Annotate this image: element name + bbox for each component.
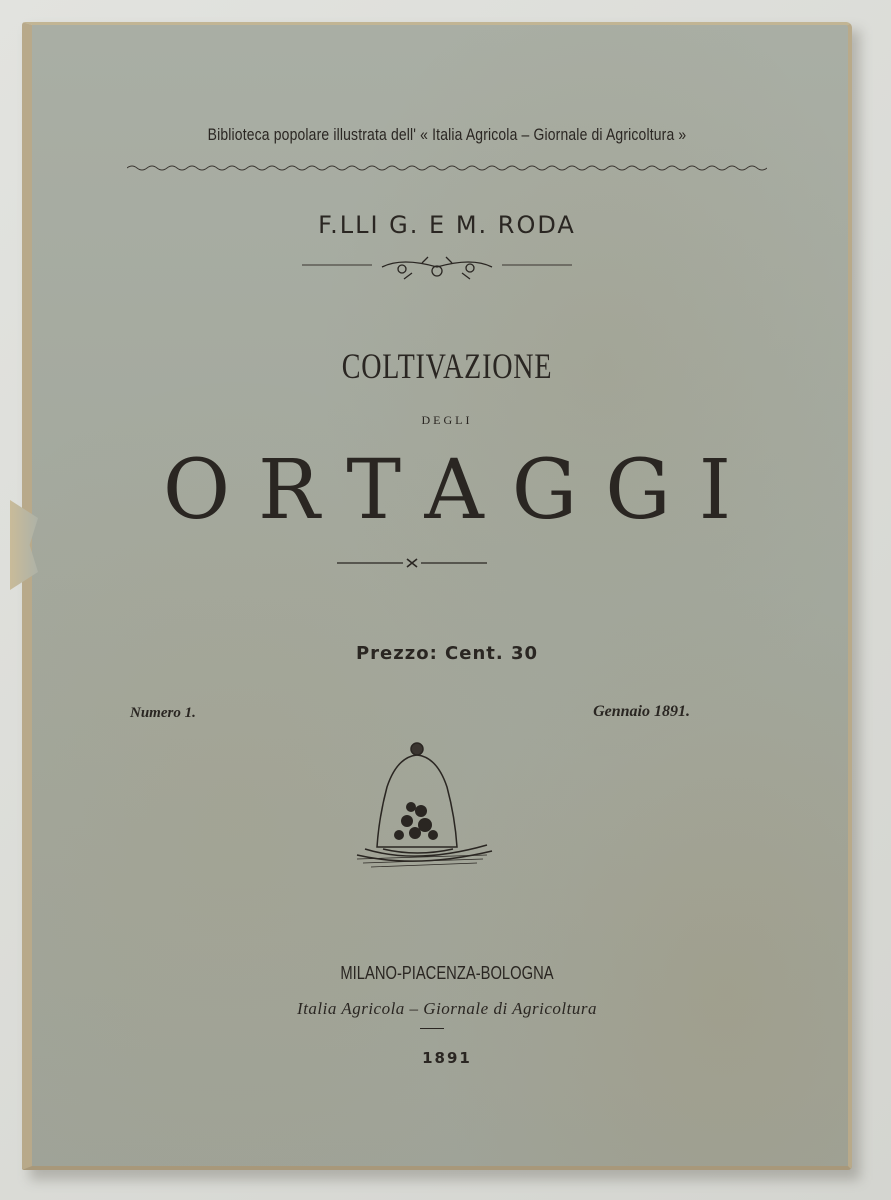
title-line-2: DEGLI (421, 413, 473, 427)
cloche-bell-icon (337, 737, 497, 877)
title-line-1: COLTIVAZIONE (341, 346, 553, 386)
booklet-cover (22, 22, 852, 1170)
issue-date: Gennaio 1891. (593, 703, 690, 720)
issue-number: Numero 1. (130, 705, 196, 721)
price: Prezzo: Cent. 30 (355, 643, 539, 664)
floral-ornament-icon (302, 253, 572, 283)
publisher: Italia Agricola – Giornale di Agricoltura (297, 999, 597, 1018)
divider (420, 1028, 444, 1029)
cross-ornament-icon (337, 555, 487, 571)
main-title: ORTAGGI (162, 443, 760, 538)
publication-cities: MILANO-PIACENZA-BOLOGNA (340, 963, 554, 983)
publication-year: 1891 (422, 1049, 472, 1067)
authors: F.LLI G. E M. RODA (318, 211, 576, 239)
wavy-rule-icon (127, 163, 767, 173)
series-title: Biblioteca popolare illustrata dell' « Italia Agricola – Giornale di Agricoltura » (207, 125, 687, 144)
